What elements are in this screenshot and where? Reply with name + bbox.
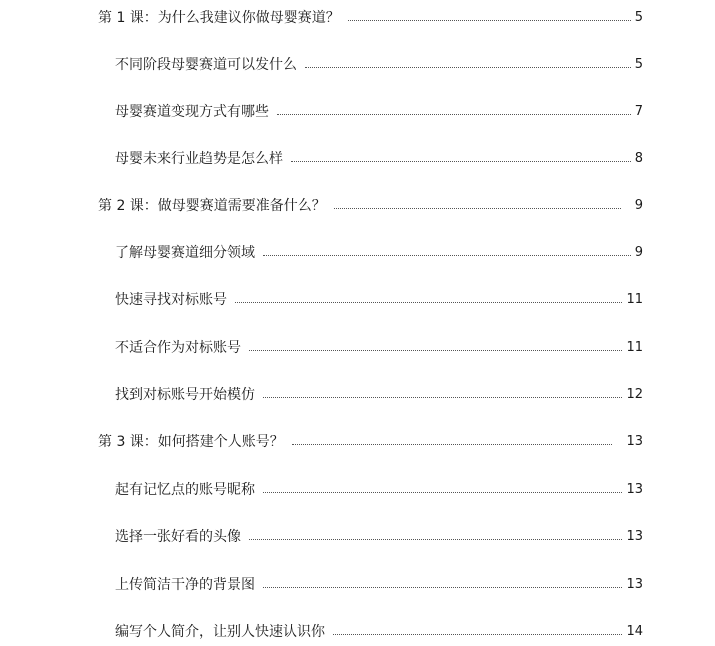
toc-entry-title: 第 1 课：为什么我建议你做母婴赛道？ <box>98 10 340 26</box>
toc-dot-leader <box>249 538 622 540</box>
toc-page-number: 5 <box>634 57 643 72</box>
toc-entry-title: 选择一张好看的头像 <box>115 529 241 545</box>
toc-entry-section[interactable] <box>115 385 643 405</box>
toc-page-number: 7 <box>634 104 643 119</box>
toc-entry-title: 第 3 课：如何搭建个人账号？ <box>98 434 284 450</box>
toc-entry-title: 母婴赛道变现方式有哪些 <box>115 104 269 120</box>
toc-entry-lesson-1[interactable] <box>98 8 643 28</box>
toc-page-number: 13 <box>626 482 643 497</box>
toc-entry-section[interactable] <box>115 149 643 169</box>
toc-dot-leader <box>334 207 621 209</box>
toc-dot-leader <box>263 586 622 588</box>
toc-entry-section[interactable] <box>115 527 643 547</box>
toc-dot-leader <box>292 443 613 445</box>
toc-dot-leader <box>263 491 622 493</box>
toc-entry-section[interactable] <box>115 55 643 75</box>
toc-entry-title: 不适合作为对标账号 <box>115 340 241 356</box>
toc-dot-leader <box>333 633 622 635</box>
toc-entry-title: 起有记忆点的账号昵称 <box>115 482 255 498</box>
toc-dot-leader <box>305 66 631 68</box>
toc-page-number: 13 <box>626 529 643 544</box>
toc-entry-title: 不同阶段母婴赛道可以发什么 <box>115 57 297 73</box>
toc-entry-title: 上传简洁干净的背景图 <box>115 577 255 593</box>
toc-dot-leader <box>263 396 622 398</box>
toc-entry-section[interactable] <box>115 338 643 358</box>
toc-page-number: 9 <box>634 245 643 260</box>
toc-page-number: 5 <box>634 10 643 25</box>
toc-dot-leader <box>263 254 631 256</box>
toc-page-number: 13 <box>626 577 643 592</box>
toc-entry-section[interactable] <box>115 622 643 642</box>
toc-page-number: 11 <box>626 292 643 307</box>
toc-entry-title: 编写个人简介，让别人快速认识你 <box>115 624 325 640</box>
toc-entry-title: 第 2 课：做母婴赛道需要准备什么？ <box>98 198 326 214</box>
toc-dot-leader <box>277 113 631 115</box>
toc-entry-lesson-3[interactable] <box>98 432 643 452</box>
toc-dot-leader <box>348 19 631 21</box>
toc-entry-title: 母婴未来行业趋势是怎么样 <box>115 151 283 167</box>
toc-dot-leader <box>235 301 622 303</box>
toc-page-number: 14 <box>626 624 643 639</box>
toc-entry-section[interactable] <box>115 480 643 500</box>
toc-entry-lesson-2[interactable] <box>98 196 643 216</box>
toc-page-number: 11 <box>626 340 643 355</box>
toc-entry-section[interactable] <box>115 102 643 122</box>
toc-entry-title: 找到对标账号开始模仿 <box>115 387 255 403</box>
toc-entry-section[interactable] <box>115 290 643 310</box>
toc-page-number: 8 <box>634 151 643 166</box>
toc-dot-leader <box>249 349 622 351</box>
toc-page-number: 12 <box>626 387 643 402</box>
toc-page-number: 9 <box>634 198 643 213</box>
toc-page-number: 13 <box>626 434 643 449</box>
toc-entry-title: 快速寻找对标账号 <box>115 292 227 308</box>
toc-entry-title: 了解母婴赛道细分领域 <box>115 245 255 261</box>
toc-dot-leader <box>291 160 631 162</box>
toc-entry-section[interactable] <box>115 243 643 263</box>
toc-entry-section[interactable] <box>115 575 643 595</box>
